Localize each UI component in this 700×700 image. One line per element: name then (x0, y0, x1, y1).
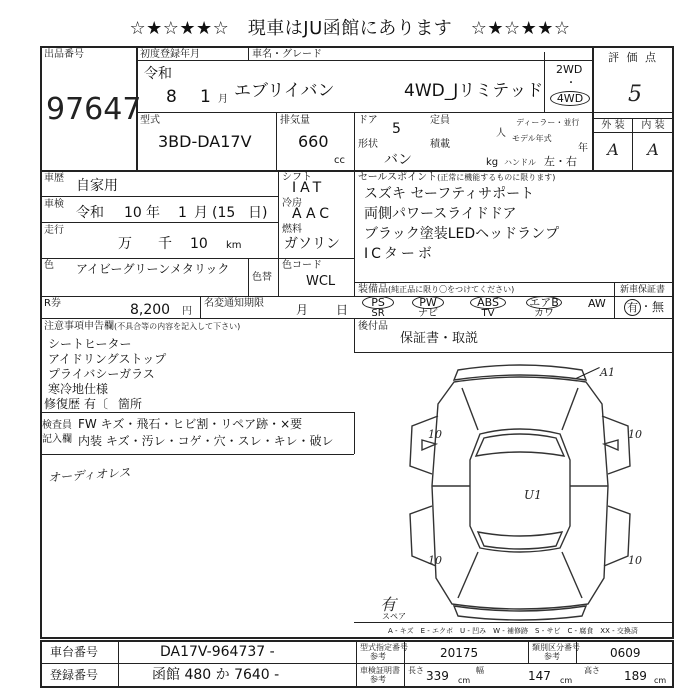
list-item: 寒冷地仕様 (48, 382, 109, 396)
equip-abs: ABS (470, 296, 506, 309)
mileage-man: 万 (118, 236, 132, 252)
car-grade: 4WD_Jリミテッド (404, 81, 544, 101)
warranty-separator: ・ (641, 302, 651, 313)
drive-2wd: 2WD (556, 63, 583, 76)
model-cert-label: 型式指定番号 (360, 643, 408, 652)
inspection-era: 令和 (76, 205, 104, 221)
diagram-mark-fr: 10 (628, 428, 642, 441)
color-change-label: 色替 (252, 272, 272, 283)
class-label: 類別区分番号 (532, 643, 580, 652)
capacity-label: 定員 (430, 115, 450, 126)
plate-label: 登録番号 (50, 668, 99, 682)
warranty-no: 無 (652, 300, 665, 314)
chassis-number: DA17V-964737 - (160, 644, 275, 660)
class-sub: 参考 (544, 652, 560, 661)
repair-history-label: 修復歴 (44, 397, 81, 411)
color-code-label: 色コード (282, 260, 322, 271)
ac-value: AAC (292, 206, 334, 222)
list-item: ICターボ (364, 246, 435, 262)
history-value: 自家用 (76, 178, 118, 194)
list-item: 両側パワースライドドア (364, 206, 517, 222)
notice-label: 名変通知期限 (204, 298, 264, 309)
load-label: 積載 (430, 139, 450, 150)
load-unit: kg (486, 157, 499, 168)
equip-sr: SR (371, 308, 385, 319)
recycle-yen: 円 (182, 306, 192, 317)
car-name: エブリイバン (234, 81, 335, 101)
selling-points-label: セールスポイント(正常に機能するものに限ります) (358, 172, 556, 183)
notice-month: 月 (296, 303, 309, 317)
spare-tire-mark: 有 (380, 595, 397, 614)
page-banner: ☆★☆★★☆ 現車はJU函館にあります ☆★☆★★☆ (129, 18, 571, 39)
equip-airbag: エアB (526, 296, 562, 309)
color-code: WCL (306, 274, 336, 289)
history-label: 車歴 (44, 173, 64, 184)
warranty-yes-circled: 有 (624, 299, 641, 316)
length-value: 339 (426, 669, 449, 683)
fuel-value: ガソリン (284, 236, 340, 252)
inspection-day-unit: 日) (248, 205, 268, 221)
shift-label: シフト (282, 172, 312, 183)
inspector-line-2: 内装 キズ・汚レ・コゲ・穴・スレ・キレ・破レ (78, 434, 334, 448)
list-item: スズキ セーフティサポート (364, 186, 535, 202)
width-label: 幅 (476, 666, 484, 675)
equipment-label: 装備品(純正品に限り〇をつけてください) (358, 284, 515, 295)
color-name: アイビーグリーンメタリック (76, 262, 230, 276)
width-value: 147 (528, 669, 551, 683)
fuel-label: 燃料 (282, 224, 302, 235)
inspection-month: 1 (178, 205, 187, 221)
model-year-unit: 年 (578, 143, 588, 154)
model-cert-number: 20175 (440, 646, 479, 660)
length-unit: cm (458, 676, 471, 685)
inspector-line-1: FW キズ・飛石・ヒビ割・リペア跡・×要 (78, 417, 303, 431)
handle-label: ハンドル (504, 158, 536, 167)
mileage-label: 走行 (44, 225, 64, 236)
color-label: 色 (44, 260, 54, 271)
notes-label: 注意事項申告欄(不具合等の内容を記入して下さい) (44, 321, 241, 332)
rating-label: 評 価 点 (608, 51, 658, 64)
exterior-label: 外 装 (601, 120, 625, 131)
model-cert-sub: 参考 (370, 652, 386, 661)
inspection-year: 10 (124, 205, 142, 221)
plate-number: 函館 480 か 7640 - (152, 667, 280, 683)
damage-legend: A ‐ キズ E ‐ エクボ U ‐ 凹み W ‐ 補修跡 S ‐ サビ C ‐ 腐食 XX ‐ 交換済 (388, 627, 638, 635)
new-car-warranty-label: 新車保証書 (620, 285, 666, 295)
inspection-month-unit: 月 (194, 205, 208, 221)
drive-4wd-circled: 4WD (550, 91, 590, 106)
handle-value: 左・右 (544, 155, 577, 168)
width-unit: cm (560, 676, 573, 685)
inspection-label: 車検 (44, 199, 64, 210)
aftermarket-value: 保証書・取説 (400, 331, 479, 346)
displacement-value: 660 (298, 132, 329, 151)
door-count: 5 (392, 121, 401, 137)
recycle-amount: 8,200 (130, 302, 171, 318)
equip-aw: AW (588, 297, 606, 310)
name-grade-label: 車名・グレード (252, 49, 322, 60)
list-item: シートヒーター (48, 337, 132, 351)
shape-label: 形状 (358, 139, 378, 150)
model-code: 3BD-DA17V (158, 132, 252, 151)
lot-number: 97647 (46, 92, 142, 127)
ac-label: 冷房 (282, 198, 302, 209)
height-label: 高さ (584, 666, 600, 675)
equip-navi: ナビ (418, 308, 438, 319)
aftermarket-label: 後付品 (358, 321, 388, 332)
diagram-mark-front: A1 (600, 366, 615, 379)
inspection-year-unit: 年 (146, 205, 160, 221)
height-value: 189 (624, 669, 647, 683)
diagram-mark-rl: 10 (428, 554, 442, 567)
repair-history-unit: 箇所 (118, 397, 143, 411)
notice-day: 日 (336, 303, 349, 317)
chassis-label: 車台番号 (50, 645, 99, 659)
exterior-grade: A (607, 140, 619, 159)
inspection-day: (15 (212, 205, 236, 221)
reg-month: 1 (200, 87, 211, 107)
diagram-mark-roof: U1 (524, 488, 542, 502)
door-label: ドア (358, 115, 378, 126)
height-unit: cm (654, 676, 667, 685)
handwritten-note: オーディオレス (47, 465, 132, 485)
reg-era: 令和 (144, 66, 172, 82)
recycle-label: R券 (44, 298, 61, 309)
shift-value: IAT (292, 180, 326, 196)
mileage-sen: 千 (158, 236, 172, 252)
equip-leather: カワ (534, 308, 554, 319)
spare-tire-label: スペア (382, 612, 406, 621)
diagram-mark-rr: 10 (628, 554, 642, 567)
car-diagram (392, 356, 648, 622)
diagram-mark-fl: 10 (428, 428, 442, 441)
list-item: アイドリングストップ (48, 352, 167, 366)
body-shape: バン (384, 152, 412, 168)
dims-sub: 参考 (370, 675, 386, 684)
equip-tv: TV (481, 308, 495, 319)
model-year-label: モデル年式 (512, 134, 552, 143)
equip-pw: PW (412, 296, 444, 309)
lot-label: 出品番号 (44, 49, 84, 60)
inspector-label-2: 記入欄 (42, 434, 72, 445)
displacement-label: 排気量 (280, 115, 310, 126)
capacity-unit: 人 (496, 128, 506, 139)
model-label: 型式 (140, 115, 160, 126)
car-outline-svg (392, 356, 648, 622)
length-label: 長さ (408, 666, 424, 675)
equip-ps: PS (362, 296, 394, 309)
reg-month-unit: 月 (218, 94, 228, 105)
interior-label: 内 装 (641, 120, 665, 131)
rating-score: 5 (628, 82, 642, 107)
list-item: プライバシーガラス (48, 367, 155, 381)
list-item: ブラック塗装LEDヘッドランプ (364, 226, 560, 242)
first-reg-label: 初度登録年月 (140, 49, 200, 60)
mileage-km: km (226, 240, 242, 251)
inspector-label-1: 検査員 (42, 420, 72, 431)
dealer-label: ディーラー・並行 (516, 118, 580, 127)
repair-history-value: 有〔 (84, 397, 109, 411)
class-number: 0609 (610, 646, 641, 660)
reg-year: 8 (166, 87, 177, 107)
interior-grade: A (647, 140, 659, 159)
drive-dot: ・ (566, 78, 576, 89)
cc-unit: cc (334, 155, 345, 166)
dims-label: 車検証明書 (360, 666, 400, 675)
mileage-value: 10 (190, 236, 208, 252)
